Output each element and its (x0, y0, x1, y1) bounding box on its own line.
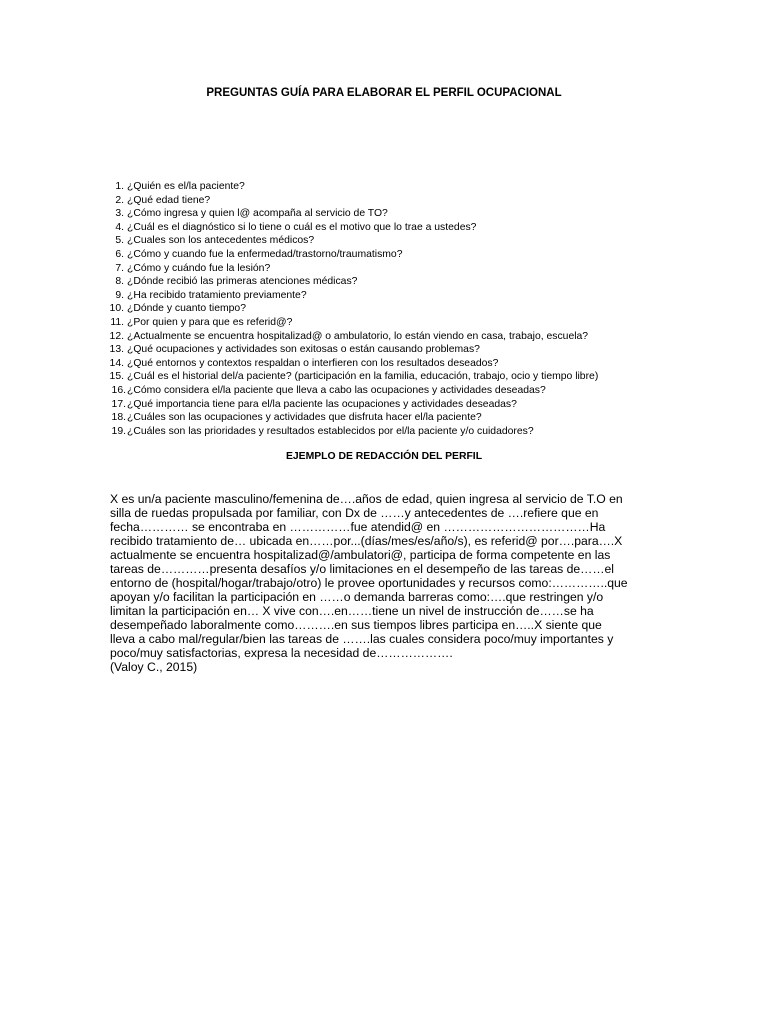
example-line: lleva a cabo mal/regular/bien las tareas de …….las cuales considera poco/muy importantes y (110, 632, 614, 646)
question-text: ¿Qué entornos y contextos respaldan o interfieren con los resultados deseados? (127, 357, 499, 369)
question-item (102, 234, 702, 248)
question-number: 1. (115, 181, 124, 192)
question-text: ¿Qué importancia tiene para el/la paciente las ocupaciones y actividades deseadas? (127, 398, 517, 410)
question-item (102, 370, 702, 384)
question-item (102, 275, 702, 289)
question-text: ¿Qué edad tiene? (127, 194, 211, 206)
question-item (102, 180, 702, 194)
citation: (Valoy C., 2015) (110, 660, 198, 674)
question-item (102, 207, 702, 221)
example-line: actualmente se encuentra hospitalizad@/ambulatori@, participa de forma competente en las (110, 548, 611, 562)
question-number: 3. (115, 208, 124, 220)
question-item (102, 330, 702, 344)
question-number: 9. (115, 289, 124, 301)
question-text: ¿Cuál es el historial del/a paciente? (participación en la familia, educación, trabajo, ocio y tiempo libre) (127, 371, 599, 383)
question-item (102, 194, 702, 208)
question-text: ¿Cuál es el diagnóstico si lo tiene o cuál es el motivo que lo trae a ustedes? (127, 221, 477, 233)
question-item (102, 425, 702, 439)
question-number: 15. (109, 371, 124, 383)
question-list (102, 180, 702, 438)
document-title: PREGUNTAS GUÍA PARA ELABORAR EL PERFIL OCUPACIONAL (206, 87, 562, 99)
question-item (102, 262, 702, 276)
example-line: tareas de…………presenta desafíos y/o limitaciones en el desempeño de las tareas de……el (110, 562, 615, 576)
example-heading: EJEMPLO DE REDACCIÓN DEL PERFIL (285, 451, 483, 462)
question-number: 6. (115, 248, 124, 260)
question-number: 8. (115, 276, 124, 288)
example-line: apoyan y/o facilitan la participación en ……o demanda barreras como:….que restringen y/o (110, 590, 604, 604)
question-number: 19. (111, 425, 126, 437)
question-number: 10. (109, 303, 124, 315)
example-line: entorno de (hospital/hogar/trabajo/otro) le provee oportunidades y recursos como:…………..que (110, 576, 628, 590)
question-number: 4. (115, 221, 124, 233)
question-text: ¿Cuáles son las prioridades y resultados establecidos por el/la paciente y/o cuidadores? (127, 425, 534, 437)
question-number: 14. (109, 357, 124, 369)
example-line: desempeñado laboralmente como……….en sus tiempos libres participa en…..X siente que (110, 618, 602, 632)
question-item (102, 411, 702, 425)
question-text: ¿Dónde y cuanto tiempo? (127, 303, 246, 315)
example-line: recibido tratamiento de… ubicada en……por...(días/mes/es/año/s), es referid@ por….para….X (110, 534, 623, 548)
question-item (102, 221, 702, 235)
question-text: ¿Ha recibido tratamiento previamente? (127, 289, 307, 301)
question-number: 18. (111, 412, 126, 424)
question-text: ¿Actualmente se encuentra hospitalizad@ o ambulatorio, lo están viendo en casa, trabajo, escuela? (127, 330, 589, 342)
question-text: ¿Cómo ingresa y quien l@ acompaña al servicio de TO? (127, 208, 388, 220)
question-number: 11. (110, 316, 124, 328)
example-line: X es un/a paciente masculino/femenina de….años de edad, quien ingresa al servicio de T.O en (110, 492, 623, 506)
question-item (102, 248, 702, 262)
question-item (102, 398, 702, 412)
example-line: silla de ruedas propulsada por familiar, con Dx de ……y antecedentes de ….refiere que en (110, 506, 599, 520)
question-item (102, 357, 702, 371)
question-item (102, 316, 702, 330)
question-number: 12. (109, 330, 124, 342)
question-item (102, 343, 702, 357)
question-text: ¿Cuales son los antecedentes médicos? (127, 235, 315, 247)
question-item (102, 384, 702, 398)
question-number: 7. (115, 262, 124, 274)
question-number: 16. (111, 384, 126, 396)
question-number: 13. (109, 344, 124, 356)
question-text: ¿Cómo considera el/la paciente que lleva a cabo las ocupaciones y actividades deseadas? (127, 384, 546, 396)
question-text: ¿Cuáles son las ocupaciones y actividades que disfruta hacer el/la paciente? (127, 412, 482, 424)
example-paragraph (110, 492, 670, 674)
question-text: ¿Qué ocupaciones y actividades son exitosas o están causando problemas? (127, 344, 480, 356)
question-text: ¿Quién es el/la paciente? (127, 181, 245, 192)
question-item (102, 302, 702, 316)
question-text: ¿Cómo y cuándo fue la lesión? (127, 262, 271, 274)
question-text: ¿Cómo y cuando fue la enfermedad/trastorno/traumatismo? (127, 248, 403, 260)
question-number: 17. (111, 398, 126, 410)
question-text: ¿Por quien y para que es referid@? (127, 316, 293, 328)
question-number: 2. (115, 194, 124, 206)
example-line: poco/muy satisfactorias, expresa la necesidad de………………. (110, 646, 453, 660)
example-line: fecha………… se encontraba en ……………fue atendid@ en ………………………………Ha (110, 520, 606, 534)
example-line: limitan la participación en… X vive con….en……tiene un nivel de instrucción de……se ha (110, 604, 594, 618)
question-text: ¿Dónde recibió las primeras atenciones médicas? (127, 276, 358, 288)
question-item (102, 289, 702, 303)
question-number: 5. (115, 235, 124, 247)
